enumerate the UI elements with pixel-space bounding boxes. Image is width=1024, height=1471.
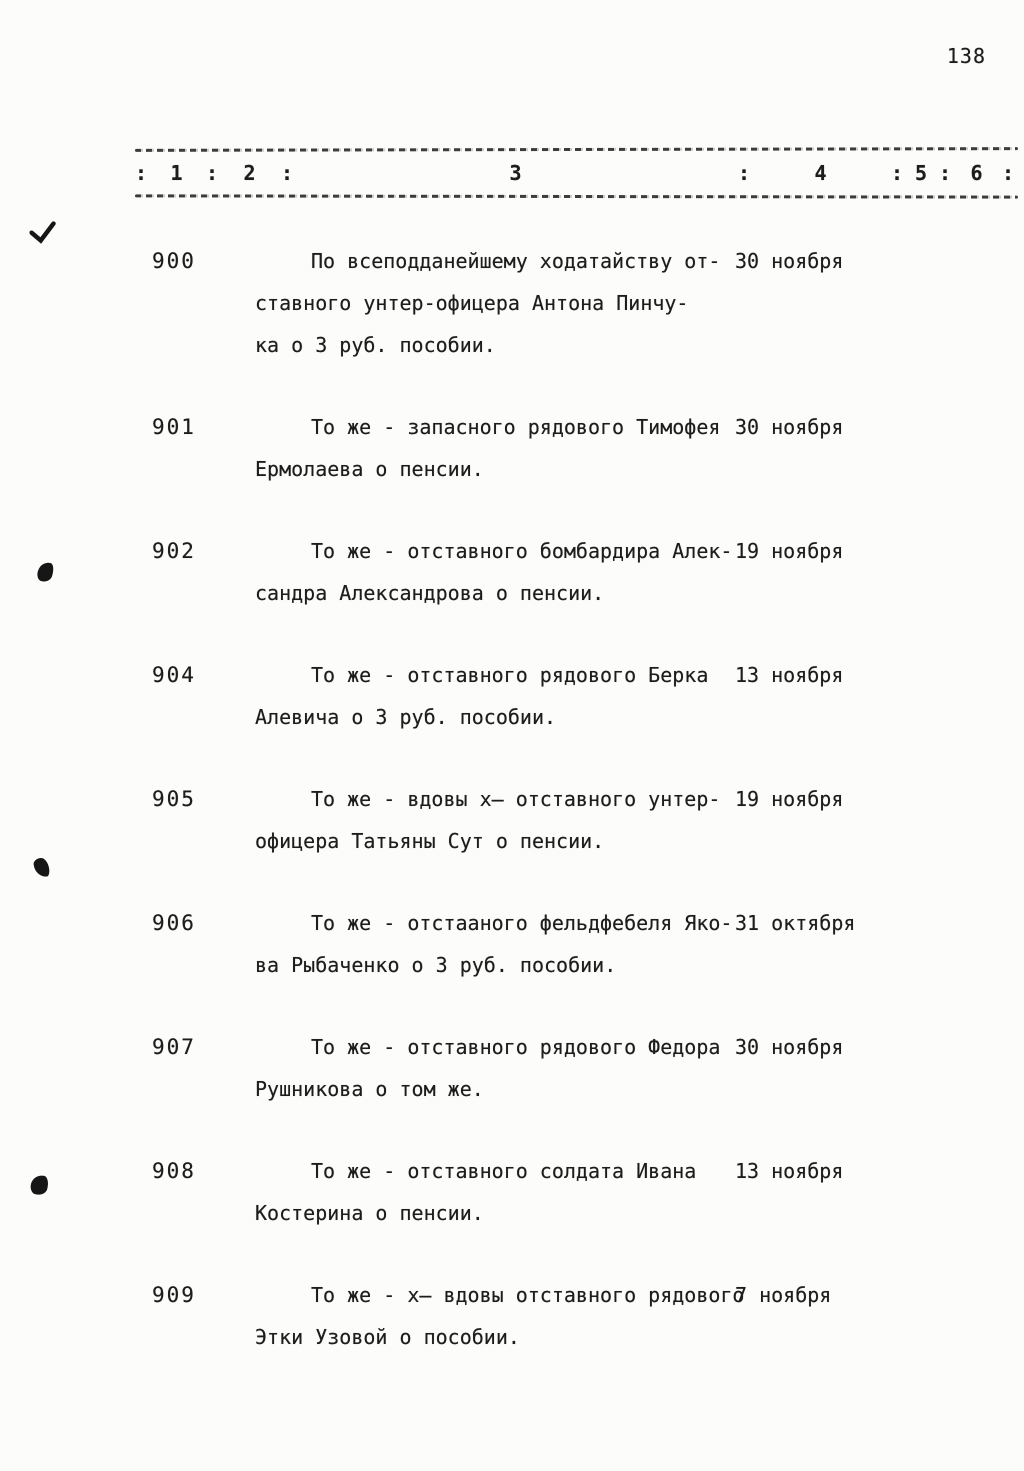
entry-line: То же - отставного рядового Берка: [311, 663, 709, 687]
table-header: [135, 148, 1018, 198]
header-separator: :: [281, 161, 295, 185]
entry-line: То же - отстааного фельдфебеля Яко-: [311, 911, 733, 935]
header-separator: :: [135, 161, 149, 185]
registry-entry: [0, 1026, 1024, 1110]
handwritten-check-mark-icon: [28, 220, 59, 250]
entry-number: 905: [152, 787, 196, 811]
entry-line: То же - запасного рядового Тимофея: [311, 415, 721, 439]
entry-line: Этки Узовой о пособии.: [255, 1325, 520, 1349]
header-separator: :: [738, 161, 752, 185]
entry-number: 908: [152, 1159, 196, 1183]
ink-blot-icon: [33, 857, 50, 877]
entry-text: [255, 1150, 735, 1234]
entry-number: 904: [152, 663, 196, 687]
entry-text: [255, 240, 735, 366]
entry-text: [255, 530, 735, 614]
entry-date: 30 ноября: [735, 1035, 844, 1059]
entry-line: То же - вдовы х̶ отставного унтер-: [311, 787, 721, 811]
entry-number: 907: [152, 1035, 196, 1059]
entry-line: ка о 3 руб. пособии.: [255, 333, 496, 357]
entry-number: 901: [152, 415, 196, 439]
registry-entry: [0, 778, 1024, 862]
entry-number: 909: [152, 1283, 196, 1307]
header-column-5: 5: [914, 161, 929, 185]
entry-text: [255, 1274, 745, 1358]
registry-entry: [0, 902, 1024, 986]
registry-entry: [0, 530, 1024, 614]
header-separator: :: [206, 161, 220, 185]
header-columns: [135, 151, 1018, 195]
entry-number: 902: [152, 539, 196, 563]
entry-date: 30 ноября: [735, 415, 844, 439]
entry-date: 19 ноября: [735, 539, 844, 563]
registry-entry: [0, 406, 1024, 490]
entry-date: 13 ноября: [735, 663, 844, 687]
entry-date: 7 ноября: [735, 1283, 832, 1307]
entry-line: Костерина о пенсии.: [255, 1201, 484, 1225]
entry-text: [255, 1026, 735, 1110]
header-column-1: 1: [170, 161, 184, 185]
registry-entry: [0, 1274, 1024, 1358]
entry-line: То же - отставного бомбардира Алек-: [311, 539, 733, 563]
registry-entry: [0, 654, 1024, 738]
entry-line: Алевича о 3 руб. пособии.: [255, 705, 557, 729]
header-column-3: 3: [509, 161, 523, 185]
entry-line: То же - отставного рядового Федора: [311, 1035, 721, 1059]
entry-line: сандра Александрова о пенсии.: [255, 581, 605, 605]
header-bottom-rule: [135, 194, 1018, 198]
header-column-6: 6: [970, 161, 984, 185]
entry-line: Рушникова о том же.: [255, 1077, 484, 1101]
entry-date: 31 октября: [735, 911, 856, 935]
header-column-4: 4: [814, 161, 828, 185]
entry-text: [255, 654, 735, 738]
entry-line: ставного унтер-офицера Антона Пинчу-: [255, 291, 689, 315]
entry-number: 900: [152, 249, 196, 273]
entry-text: [255, 406, 735, 490]
entry-date: 13 ноября: [735, 1159, 844, 1183]
entry-line: То же - отставного солдата Ивана: [311, 1159, 697, 1183]
entry-line: По всеподданейшему ходатайству от-: [311, 249, 721, 273]
entry-number: 906: [152, 911, 196, 935]
header-column-2: 2: [243, 161, 257, 185]
entry-line: Ермолаева о пенсии.: [255, 457, 484, 481]
page-number: 138: [946, 44, 986, 68]
entry-text: [255, 902, 735, 986]
entry-line: ва Рыбаченко о 3 руб. пособии.: [255, 953, 617, 977]
entry-line: офицера Татьяны Сут о пенсии.: [255, 829, 605, 853]
entry-date: 19 ноября: [735, 787, 844, 811]
entries-list: [0, 240, 1024, 1398]
registry-entry: [0, 1150, 1024, 1234]
entry-text: [255, 778, 735, 862]
header-separator: :: [939, 161, 953, 185]
registry-entry: [0, 240, 1024, 366]
entry-line: То же - х̶ вдовы отставного рядового: [311, 1283, 745, 1307]
header-separator: :: [1002, 161, 1016, 185]
entry-date: 30 ноября: [735, 249, 844, 273]
header-separator: :: [891, 161, 905, 185]
